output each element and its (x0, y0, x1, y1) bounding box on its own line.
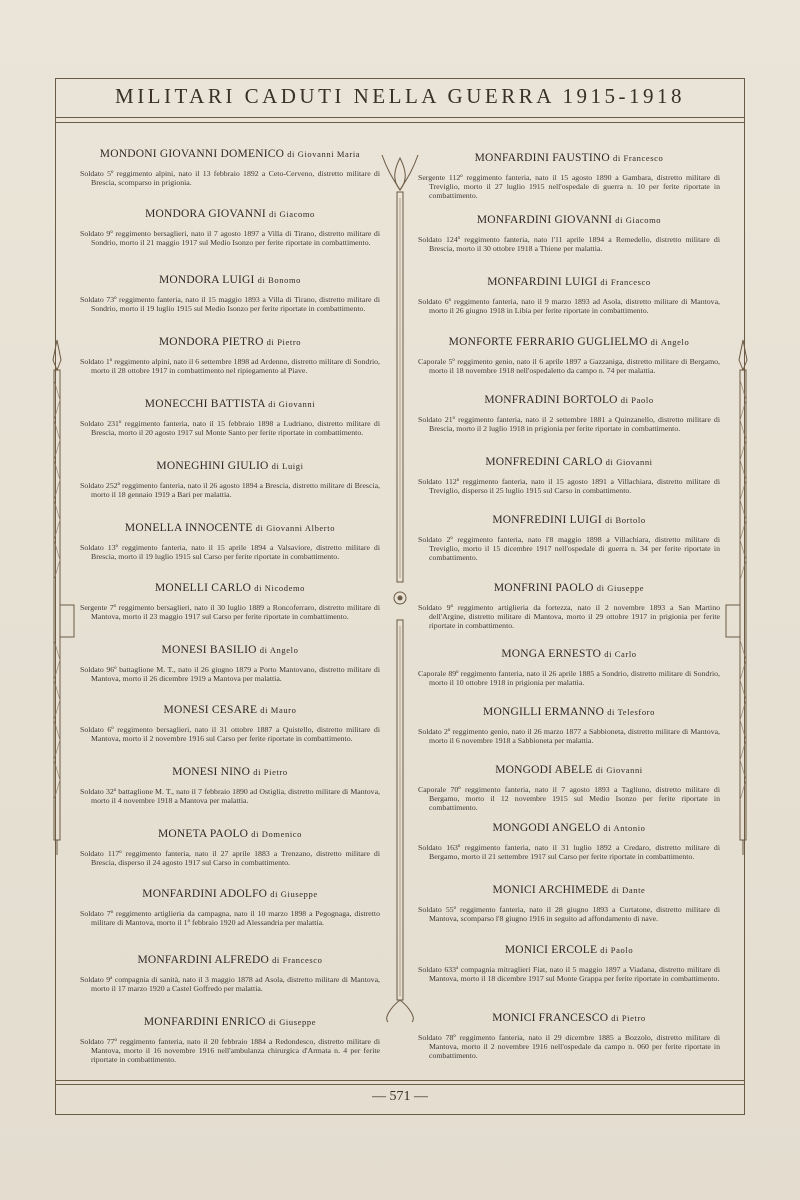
entry-name: MONICI FRANCESCO di Pietro (492, 1012, 646, 1024)
entry-text: Soldato 5º reggimento alpini, nato il 13 febbraio 1892 a Ceto-Cerveno, distretto militare di Brescia, scomparso in prigionia. (80, 169, 380, 188)
page-title: MILITARI CADUTI NELLA GUERRA 1915-1918 (115, 84, 685, 108)
entry-name: MONDORA GIOVANNI di Giacomo (145, 208, 315, 220)
entry (80, 274, 380, 313)
entry (80, 398, 380, 437)
entry-name: MONFREDINI LUIGI di Bortolo (492, 514, 646, 526)
entry (80, 888, 380, 927)
entry-name: MONGA ERNESTO di Carlo (501, 648, 637, 660)
entry (418, 336, 720, 375)
entry-name: MONELLI CARLO di Nicodemo (154, 582, 306, 594)
page-number: — 571 — (372, 1089, 428, 1104)
entry-name: MONFREDINI CARLO di Giovanni (485, 456, 653, 468)
entry-name: MONESI BASILIO di Angelo (161, 644, 299, 656)
entry-text: Soldato 9ª compagnia di sanità, nato il 3 maggio 1878 ad Asola, distretto militare di Mantova, morto il 17 marzo 1920 a Castel Goffredo per malattia. (80, 975, 380, 994)
entry-name: MONFARDINI ENRICO di Giuseppe (143, 1016, 317, 1028)
entry (418, 152, 720, 201)
entry-text: Soldato 231º reggimento fanteria, nato il 15 febbraio 1898 a Ludriano, distretto militare di Brescia, morto il 20 agosto 1917 sul Monte Santo per ferite riportate in combattimento. (80, 419, 380, 438)
entry (418, 214, 720, 253)
entry-text: Sergente 112º reggimento fanteria, nato il 15 agosto 1890 a Gambara, distretto militare di Treviglio, morto il 27 luglio 1915 nell'ospedale di guerra n. 10 per ferite riportate in combattimento. (418, 173, 720, 201)
entry-text: Soldato 1º reggimento alpini, nato il 6 settembre 1898 ad Ardenno, distretto militare di Sondrio, morto il 28 ottobre 1917 in combattimento nel ripiegamento al Piave. (80, 357, 380, 376)
left-lance-ornament (42, 340, 72, 860)
entry (418, 394, 720, 433)
entry (80, 1016, 380, 1065)
entry-text: Soldato 124º reggimento fanteria, nato l'11 aprile 1894 a Remedello, distretto militare di Brescia, morto il 30 ottobre 1918 a Thiene per malattia. (418, 235, 720, 254)
entry-name: MONDONI GIOVANNI DOMENICO di Giovanni Maria (99, 148, 361, 160)
right-lance-ornament (728, 340, 758, 860)
entry (418, 514, 720, 563)
entry (80, 522, 380, 561)
entry-text: Soldato 55º reggimento fanteria, nato il 28 giugno 1893 a Curtatone, distretto militare di Mantova, scomparso l'8 giugno 1916 in seguito ad affondamento di nave. (418, 905, 720, 924)
entry (80, 704, 380, 743)
entry-name: MONECCHI BATTISTA di Giovanni (144, 398, 316, 410)
entry-name: MONGILLI ERMANNO di Telesforo (483, 706, 655, 718)
entry-text: Soldato 9º reggimento artiglieria da fortezza, nato il 2 novembre 1893 a San Martino dell'Argine, distretto militare di Mantova, morto il 29 ottobre 1917 in prigionia per ferite riportate in combattimento. (418, 603, 720, 631)
entry-name: MONGODI ANGELO di Antonio (492, 822, 646, 834)
entry (80, 644, 380, 683)
entry-text: Soldato 2º reggimento genio, nato il 26 marzo 1877 a Sabbioneta, distretto militare di Mantova, morto il 6 novembre 1918 a Sabbioneta per malattia. (418, 727, 720, 746)
entry-text: Soldato 633ª compagnia mitraglieri Fiat, nato il 5 maggio 1897 a Viadana, distretto militare di Mantova, morto il 18 dicembre 1917 sul Monte Grappa per ferite riportate in combattimento. (418, 965, 720, 984)
entry-text: Sergente 7º reggimento bersaglieri, nato il 30 luglio 1889 a Roncoferraro, distretto militare di Mantova, morto il 23 maggio 1917 sul Carso per ferite riportate in combattimento. (80, 603, 380, 622)
center-pole-ornament (392, 150, 408, 1020)
entry-name: MONESI CESARE di Mauro (163, 704, 297, 716)
entry-name: MONDORA LUIGI di Bonomo (158, 274, 302, 286)
entry-name: MONFARDINI FAUSTINO di Francesco (474, 152, 664, 164)
entry-name: MONETA PAOLO di Domenico (157, 828, 303, 840)
entry (418, 1012, 720, 1061)
entry-name: MONFORTE FERRARIO GUGLIELMO di Angelo (448, 336, 690, 348)
entry (80, 766, 380, 805)
entry-text: Soldato 117º reggimento fanteria, nato il 27 aprile 1883 a Trenzano, distretto militare di Brescia, disperso il 24 agosto 1917 sul Carso in combattimento. (80, 849, 380, 868)
entry-text: Soldato 73º reggimento fanteria, nato il 15 maggio 1893 a Villa di Tirano, distretto militare di Sondrio, morto il 19 luglio 1915 sul Medio Isonzo per ferite riportate in combattimento. (80, 295, 380, 314)
entry-name: MONEGHINI GIULIO di Luigi (156, 460, 304, 472)
entry (80, 828, 380, 867)
entry-text: Caporale 89º reggimento fanteria, nato il 26 aprile 1885 a Sondrio, distretto militare di Sondrio, morto il 10 ottobre 1918 in prigionia per malattia. (418, 669, 720, 688)
entry-name: MONDORA PIETRO di Pietro (158, 336, 302, 348)
entry-text: Soldato 96º battaglione M. T., nato il 26 giugno 1879 a Porto Mantovano, distretto militare di Mantova, morto il 26 dicembre 1919 a Mantova per malattia. (80, 665, 380, 684)
footer-band (55, 1080, 745, 1081)
entry-text: Soldato 7º reggimento artiglieria da campagna, nato il 10 marzo 1898 a Pegognaga, distretto militare di Mantova, morto il 1º febbraio 1920 ad Alessandria per malattia. (80, 909, 380, 928)
entry-text: Soldato 112º reggimento fanteria, nato il 15 agosto 1891 a Villachiara, distretto militare di Treviglio, disperso il 25 luglio 1915 sul Carso in combattimento. (418, 477, 720, 496)
entry-name: MONFARDINI ALFREDO di Francesco (137, 954, 323, 966)
entry-text: Soldato 9º reggimento bersaglieri, nato il 7 agosto 1897 a Villa di Tirano, distretto militare di Sondrio, morto il 21 maggio 1917 sul Medio Isonzo per ferite riportate in combattimento. (80, 229, 380, 248)
entry-name: MONICI ERCOLE di Paolo (504, 944, 634, 956)
entry-text: Caporale 70º reggimento fanteria, nato il 7 agosto 1893 a Tagliuno, distretto militare di Bergamo, morto il 12 novembre 1915 sul Medio Isonzo per ferite riportate in combattimento. (418, 785, 720, 813)
entry-text: Caporale 5º reggimento genio, nato il 6 aprile 1897 a Gazzaniga, distretto militare di Bergamo, morto il 18 novembre 1918 nell'ospedaletto da campo n. 74 per malattia. (418, 357, 720, 376)
entry (418, 944, 720, 983)
entry (418, 884, 720, 923)
entry (80, 148, 380, 187)
entry (418, 276, 720, 315)
entry-text: Soldato 6º reggimento bersaglieri, nato il 31 ottobre 1887 a Quistello, distretto militare di Mantova, morto il 2 novembre 1916 sul Carso per ferite riportate in combattimento. (80, 725, 380, 744)
entry-text: Soldato 163º reggimento fanteria, nato il 31 luglio 1892 a Credaro, distretto militare di Bergamo, morto il 21 settembre 1917 sul Carso per ferite riportate in combattimento. (418, 843, 720, 862)
entry (418, 582, 720, 631)
entry-name: MONFRADINI BORTOLO di Paolo (484, 394, 654, 406)
entry-name: MONESI NINO di Pietro (172, 766, 288, 778)
entry-text: Soldato 21º reggimento fanteria, nato il 2 settembre 1881 a Quinzanello, distretto militare di Brescia, morto il 2 luglio 1918 in prigionia per ferite riportate in combattimento. (418, 415, 720, 434)
entry (80, 954, 380, 993)
entry-text: Soldato 77º reggimento fanteria, nato il 20 febbraio 1884 a Redondesco, distretto militare di Mantova, morto il 16 novembre 1916 nell'ambulanza chirurgica d'Armata n. 4 per ferite riportate in combattimento. (80, 1037, 380, 1065)
entry (418, 822, 720, 861)
entry-name: MONGODI ABELE di Giovanni (495, 764, 643, 776)
entry-name: MONICI ARCHIMEDE di Dante (492, 884, 646, 896)
entry-text: Soldato 32º battaglione M. T., nato il 7 febbraio 1890 ad Ostiglia, distretto militare di Mantova, morto il 4 novembre 1918 a Mantova per malattia. (80, 787, 380, 806)
entry-text: Soldato 78º reggimento fanteria, nato il 29 dicembre 1885 a Bozzolo, distretto militare di Mantova, morto il 2 novembre 1916 nell'ospedale da campo n. 060 per ferite riportate in combattimento. (418, 1033, 720, 1061)
entry-name: MONFARDINI ADOLFO di Giuseppe (142, 888, 318, 900)
entry-text: Soldato 6º reggimento fanteria, nato il 9 marzo 1893 ad Asola, distretto militare di Mantova, morto il 26 giugno 1918 in Libia per ferite riportate in combattimento. (418, 297, 720, 316)
entry (418, 648, 720, 687)
entry-name: MONFARDINI LUIGI di Francesco (487, 276, 651, 288)
entry (80, 208, 380, 247)
entry (418, 764, 720, 813)
entry-text: Soldato 13º reggimento fanteria, nato il 15 aprile 1894 a Valsaviore, distretto militare di Brescia, morto il 19 luglio 1915 sul Carso per ferite riportate in combattimento. (80, 543, 380, 562)
entry (418, 706, 720, 745)
entry-name: MONELLA INNOCENTE di Giovanni Alberto (124, 522, 336, 534)
entry (418, 456, 720, 495)
entry (80, 336, 380, 375)
entry (80, 460, 380, 499)
entry-text: Soldato 252º reggimento fanteria, nato il 26 agosto 1894 a Brescia, distretto militare di Brescia, morto il 18 gennaio 1919 a Bari per malattia. (80, 481, 380, 500)
entry-name: MONFRINI PAOLO di Giuseppe (493, 582, 645, 594)
entry-name: MONFARDINI GIOVANNI di Giacomo (476, 214, 662, 226)
entry-text: Soldato 2º reggimento fanteria, nato l'8 maggio 1898 a Villachiara, distretto militare di Treviglio, morto il 15 dicembre 1917 nell'ospedale di guerra n. 34 per ferite riportate in combattimento. (418, 535, 720, 563)
entry (80, 582, 380, 621)
